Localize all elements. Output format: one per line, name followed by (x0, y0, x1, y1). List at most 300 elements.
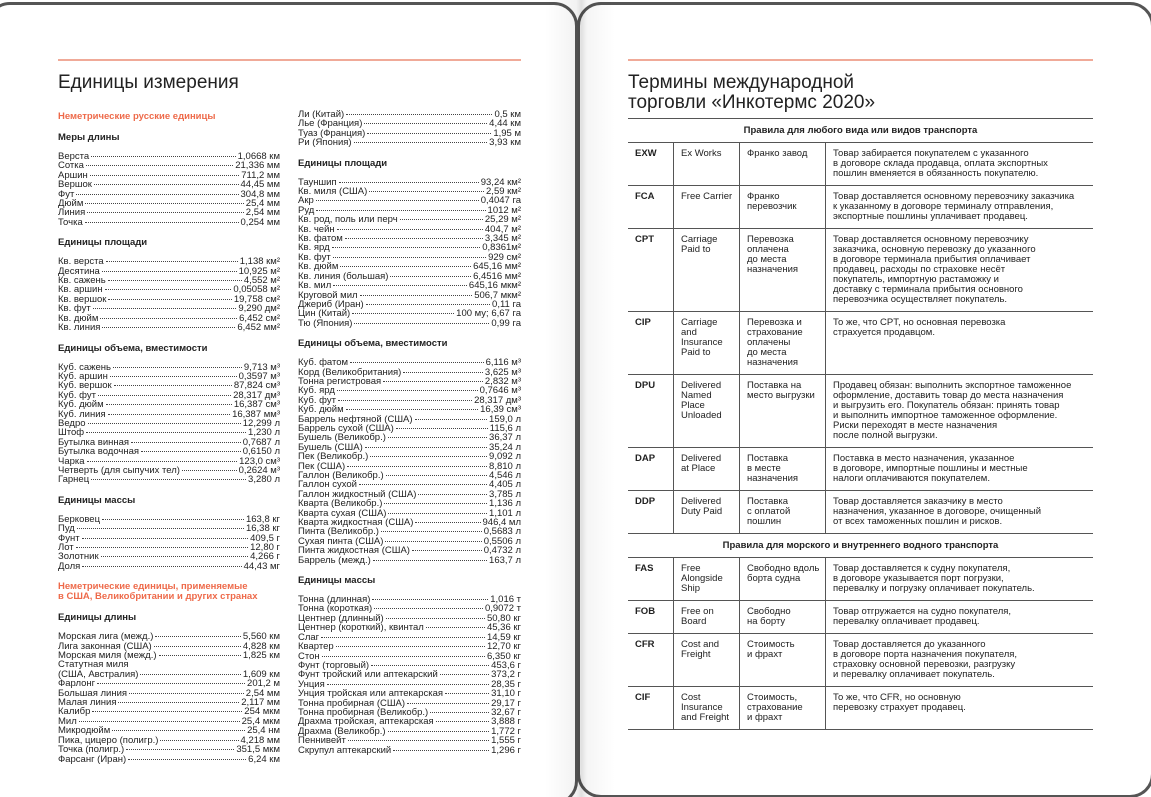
incoterm-russian-name: Свободно на борту (739, 601, 825, 633)
dot-leader (352, 313, 454, 314)
unit-value: 1,825 км (242, 650, 280, 662)
unit-name: Бушель (Великобр.) (298, 432, 386, 444)
units-column-1 (58, 101, 280, 764)
dot-leader (337, 390, 478, 391)
unit-value: 0,5 км (494, 109, 521, 120)
dot-leader (316, 210, 485, 211)
incoterm-russian-name: Поставка с оплатой пошлин (739, 491, 825, 533)
unit-row (58, 419, 280, 428)
incoterm-russian-name: Поставка в месте назначения (739, 448, 825, 490)
unit-value: 1,138 км² (239, 256, 280, 268)
unit-row (58, 562, 280, 571)
incoterm-russian-name: Поставка на место выгрузки (739, 375, 825, 447)
incoterm-code: FAS (635, 563, 654, 574)
unit-name-continued: Статутная миля (58, 659, 129, 671)
unit-row (58, 534, 280, 543)
dot-leader (403, 372, 483, 373)
unit-name: Квартер (298, 641, 334, 653)
unit-name: Куб. линия (58, 408, 106, 420)
unit-value: 12,80 г (250, 542, 280, 553)
dot-leader (340, 266, 471, 267)
unit-value: 0,99 га (491, 317, 521, 329)
unit-value: 28,317 дм³ (474, 394, 521, 406)
incoterm-russian-name: Стоимость и фрахт (739, 634, 825, 686)
unit-value: 21,336 мм (235, 160, 280, 172)
dot-leader (86, 165, 233, 166)
dot-leader (365, 447, 487, 448)
dot-leader (87, 212, 244, 213)
dot-leader (393, 750, 489, 751)
dot-leader (430, 712, 489, 713)
unit-name: Куб. фатом (298, 357, 349, 369)
unit-name: Кв. ярд (298, 242, 330, 254)
unit-value: 453,6 г (491, 659, 521, 671)
unit-value: 6,116 м³ (485, 357, 521, 369)
unit-value: 2,54 мм (245, 207, 280, 219)
unit-name: (США, Австралия) (58, 668, 139, 680)
unit-row (58, 218, 280, 227)
dot-leader (93, 308, 237, 309)
unit-name: Корд (Великобритания) (298, 366, 402, 378)
unit-name: Галлон сухой (298, 479, 357, 491)
unit-name: Драхма (Великобр.) (298, 725, 386, 737)
unit-name: Аршин (58, 169, 88, 181)
incoterm-description: Поставка в место назначения, указанное в договоре, импортные пошлины и местные налоги оплачиваются покупателем. (825, 448, 1093, 490)
unit-name: Ведро (58, 417, 86, 429)
incoterm-description: Товар доставляется заказчику в место назначения, указанное в договоре, очищенный от всех таможенных пошлин и рисков. (825, 491, 1093, 533)
unit-name: Унция тройская или аптекарская (298, 688, 444, 700)
unit-value: 0,6150 л (242, 446, 280, 458)
unit-name: Доля (58, 560, 81, 572)
incoterm-code: DAP (635, 453, 656, 464)
unit-value: 404,7 м² (484, 223, 521, 235)
incoterm-row (628, 634, 1093, 687)
dot-leader (77, 528, 244, 529)
unit-value: 4,552 м² (243, 275, 280, 287)
unit-name: Точка (полигр.) (58, 744, 125, 756)
unit-name: Чарка (58, 455, 85, 467)
unit-name: Точка (58, 216, 83, 228)
dot-leader (436, 721, 489, 722)
incoterm-code: EXW (635, 148, 657, 159)
unit-value: 4,405 л (489, 479, 521, 491)
unit-value: 711,2 мм (241, 169, 280, 181)
incoterm-english-name: Cost Insurance and Freight (673, 687, 739, 729)
unit-value: 1,016 т (490, 594, 521, 606)
unit-value: 3,93 км (489, 137, 521, 149)
unit-value: 0,8361м² (482, 242, 521, 254)
unit-name: Тонна (короткая) (298, 603, 373, 615)
unit-name: Куб. фут (298, 394, 336, 406)
unit-value: 351,5 мкм (236, 744, 280, 756)
unit-value: 4,546 л (489, 470, 521, 481)
incoterm-english-name: Free Alongside Ship (673, 558, 739, 600)
dot-leader (415, 522, 480, 523)
subsection-heading: Единицы объема, вместимости (298, 338, 448, 350)
dot-leader (106, 404, 232, 405)
dot-leader (346, 409, 479, 410)
unit-value: 87,824 см³ (233, 380, 280, 392)
unit-name: Тонна регистровая (298, 375, 382, 387)
unit-value: 163,7 л (489, 554, 521, 566)
unit-value: 6,350 кг (486, 650, 521, 662)
unit-value: 9,092 л (489, 451, 521, 463)
dot-leader (407, 703, 489, 704)
unit-row (58, 323, 280, 332)
unit-value: 0,7687 л (242, 436, 280, 448)
dot-leader (385, 541, 481, 542)
dot-leader (131, 442, 241, 443)
dot-leader (91, 479, 246, 480)
unit-value: 0,05058 м² (233, 284, 280, 296)
unit-name: Калибр (58, 706, 91, 718)
unit-name: Кв. фут (58, 303, 91, 315)
incoterm-row (628, 143, 1093, 186)
dot-leader (339, 182, 479, 183)
unit-row (298, 556, 521, 565)
incoterm-english-name: Delivered at Place (673, 448, 739, 490)
dot-leader (97, 683, 245, 684)
unit-value: 1,95 м (493, 127, 521, 139)
unit-row (58, 475, 280, 484)
unit-name: Пинта (Великобр.) (298, 526, 379, 538)
incoterm-description: Товар отгружается на судно покупателя, перевалку оплачивает продавец. (825, 601, 1093, 633)
unit-value: 19,758 см² (233, 293, 280, 305)
unit-row (298, 746, 521, 755)
incoterm-russian-name: Перевозка оплачена до места назначения (739, 229, 825, 311)
unit-value: 3,785 л (489, 488, 521, 500)
unit-value: 45,36 кг (486, 622, 521, 634)
unit-value: 645,16 мкм² (468, 280, 521, 292)
incoterm-english-name: Carriage and Insurance Paid to (673, 312, 739, 374)
dot-leader (388, 437, 487, 438)
unit-value: 409,5 г (250, 532, 280, 544)
dot-leader (412, 550, 482, 551)
unit-value: 4,266 г (250, 551, 280, 563)
dot-leader (371, 665, 489, 666)
right-header-rule (628, 59, 1093, 61)
unit-value: 25,4 мкм (241, 715, 280, 727)
incoterm-code: FOB (635, 606, 656, 617)
dot-leader (440, 674, 489, 675)
unit-name: Куб. ярд (298, 385, 335, 397)
dot-leader (82, 566, 241, 567)
unit-value: 10,925 м² (238, 265, 280, 277)
unit-name: Золотник (58, 551, 99, 563)
subsection-heading: Единицы площади (58, 237, 148, 249)
dot-leader (322, 656, 485, 657)
dot-leader (79, 721, 240, 722)
unit-value: 0,254 мм (240, 216, 280, 228)
table-section-caption: Правила для любого вида или видов транспорта (628, 118, 1093, 143)
dot-leader (76, 547, 248, 548)
unit-name: Кв. линия (большая) (298, 270, 389, 282)
unit-name: Тю (Япония) (298, 317, 353, 329)
unit-name: Пек (Великобр.) (298, 451, 369, 463)
unit-value: 4,218 мм (240, 734, 280, 746)
dot-leader (90, 175, 239, 176)
dot-leader (426, 627, 485, 628)
unit-name: Тонна пробирная (Великобр.) (298, 706, 429, 718)
unit-value: 14,59 кг (486, 631, 521, 643)
incoterm-row (628, 375, 1093, 448)
unit-value: 201,2 м (247, 678, 280, 690)
unit-name: Лье (Франция) (298, 118, 363, 130)
unit-value: 1,609 км (242, 668, 280, 680)
unit-name: Верста (58, 151, 90, 162)
unit-name: Галлон жидкостный (США) (298, 488, 417, 500)
incoterm-description: То же, что CPT, но основная перевозка страхуется продавцом. (825, 312, 1093, 374)
dot-leader (445, 693, 489, 694)
unit-name: Кв. сажень (58, 275, 106, 287)
unit-value: 0,7646 м³ (479, 385, 521, 397)
unit-name: Пек (США) (298, 460, 346, 472)
unit-name: Унция (298, 678, 325, 690)
unit-value: 6,452 мм² (237, 322, 280, 334)
dot-leader (333, 285, 467, 286)
dot-leader (106, 261, 238, 262)
unit-name: Морская миля (межд.) (58, 650, 157, 662)
unit-name: Кв. вершок (58, 293, 107, 305)
incoterm-row (628, 229, 1093, 312)
unit-name: Куб. аршин (58, 370, 108, 382)
unit-value: 0,4732 л (483, 545, 521, 557)
dot-leader (359, 484, 487, 485)
unit-name: Круговой мил (298, 289, 358, 301)
unit-name: Кв. чейн (298, 223, 335, 235)
incoterm-row (628, 448, 1093, 491)
unit-value: 3,625 м³ (484, 366, 521, 378)
table-section-caption: Правила для морского и внутреннего водного транспорта (628, 534, 1093, 558)
incoterm-english-name: Delivered Named Place Unloaded (673, 375, 739, 447)
unit-name: Гарнец (58, 474, 90, 486)
unit-name: Вершок (58, 179, 92, 191)
unit-name: Ри (Япония) (298, 137, 352, 149)
unit-name: Баррель сухой (США) (298, 422, 394, 434)
dot-leader (88, 423, 241, 424)
unit-value: 31,10 г (491, 688, 521, 700)
unit-name: Бушель (США) (298, 441, 363, 453)
dot-leader (108, 280, 242, 281)
dot-leader (76, 194, 238, 195)
dot-leader (87, 461, 238, 462)
dot-leader (347, 466, 487, 467)
incoterm-code: CIF (635, 692, 651, 703)
unit-value: 16,38 кг (245, 523, 280, 535)
unit-value: 32,67 г (491, 706, 521, 718)
unit-row (58, 466, 280, 475)
unit-value: 8,810 л (489, 460, 521, 472)
unit-name: Галлон (Великобр.) (298, 470, 384, 481)
unit-value: 25,4 мм (245, 198, 280, 210)
unit-name: Центнер (длинный) (298, 612, 384, 624)
unit-name: Пеннивейт (298, 735, 346, 747)
unit-value: 25,29 м² (484, 214, 521, 226)
unit-name: Кв. фатом (298, 233, 343, 245)
unit-value: 0,9072 т (484, 603, 521, 615)
dot-leader (112, 730, 245, 731)
section-heading: Неметрические русские единицы (58, 111, 216, 122)
dot-leader (360, 295, 473, 296)
incoterm-code: DDP (635, 496, 656, 507)
unit-value: 0,11 га (492, 298, 521, 310)
incoterm-row (628, 312, 1093, 375)
incoterm-description: Товар забирается покупателем с указанного в договоре склада продавца, оплата экспортных пошлин вменяется в обязанность покупателю. (825, 143, 1093, 185)
unit-name: Ли (Китай) (298, 109, 345, 120)
subsection-heading: Единицы площади (298, 157, 388, 169)
unit-value: 4,828 км (242, 640, 280, 652)
unit-name: Сотка (58, 160, 84, 172)
unit-name: Микродюйм (58, 725, 111, 737)
incoterm-row (628, 186, 1093, 229)
unit-name: Бутылка винная (58, 436, 130, 448)
unit-row (298, 319, 521, 328)
subsection-heading: Единицы объема, вместимости (58, 342, 208, 354)
unit-value: 100 му; 6,67 га (456, 308, 521, 320)
unit-value: 2,117 мм (241, 697, 280, 709)
unit-name: Кв. миля (США) (298, 186, 368, 198)
unit-value: 16,387 мм³ (232, 408, 280, 420)
unit-value: 3,280 л (248, 474, 280, 486)
unit-name: Куб. дюйм (58, 399, 104, 411)
unit-value: 4,44 км (489, 118, 521, 130)
unit-name: Малая линия (58, 697, 117, 709)
dot-leader (91, 156, 235, 157)
unit-name: Фарсанг (Иран) (58, 753, 127, 765)
unit-value: 50,80 кг (486, 612, 521, 624)
dot-leader (140, 674, 240, 675)
unit-value: 16,39 см³ (480, 404, 521, 416)
dot-leader (354, 142, 488, 143)
unit-name: Акр (298, 195, 314, 207)
incoterm-code: CFR (635, 639, 655, 650)
unit-value: 28,35 г (491, 678, 521, 690)
unit-name: Кв. линия (58, 322, 101, 334)
unit-name: Пуд (58, 523, 75, 535)
unit-value: 645,16 мм² (473, 261, 521, 273)
dot-leader (102, 519, 244, 520)
unit-value: 9,290 дм² (238, 303, 280, 315)
dot-leader (160, 740, 238, 741)
unit-name: Куб. вершок (58, 380, 112, 392)
incoterm-code: CPT (635, 234, 654, 245)
unit-name: Мил (58, 715, 77, 727)
dot-leader (367, 133, 491, 134)
unit-value: 6,24 км (248, 753, 280, 765)
incoterm-english-name: Free Carrier (673, 186, 739, 228)
unit-value: 36,37 л (489, 432, 521, 444)
dot-leader (82, 538, 249, 539)
unit-value: 1,101 л (489, 507, 521, 519)
dot-leader (350, 362, 484, 363)
dot-leader (346, 114, 492, 115)
dot-leader (337, 229, 483, 230)
unit-name: Куб. фут (58, 389, 96, 401)
dot-leader (381, 531, 482, 532)
dot-leader (388, 513, 487, 514)
incoterm-russian-name: Франко завод (739, 143, 825, 185)
incoterm-description: Товар доставляется основному перевозчику заказчика к указанному в договоре терминалу отправления, экспортные пошлины уплачивает продавец. (825, 186, 1093, 228)
unit-name: Пика, цицеро (полигр.) (58, 734, 159, 746)
dot-leader (126, 749, 234, 750)
dot-leader (128, 759, 246, 760)
unit-name: Руд (298, 204, 315, 216)
dot-leader (108, 414, 230, 415)
unit-name: Кварта (Великобр.) (298, 498, 383, 510)
dot-leader (400, 219, 483, 220)
section-heading: Неметрические единицы, применяемые в США, Великобритании и других странах (58, 581, 258, 603)
dot-leader (345, 238, 483, 239)
dot-leader (372, 599, 488, 600)
unit-name: Кварта сухая (США) (298, 507, 387, 519)
unit-value: 254 мкм (244, 706, 280, 718)
unit-value: 12,299 л (242, 417, 280, 429)
unit-value: 506,7 мкм² (474, 289, 521, 301)
unit-name: Баррель (межд.) (298, 554, 371, 566)
unit-value: 0,5683 л (483, 526, 521, 538)
incoterm-row (628, 687, 1093, 730)
incoterm-code: DPU (635, 380, 656, 391)
dot-leader (386, 618, 485, 619)
dot-leader (113, 367, 242, 368)
incoterm-description: Товар доставляется до указанного в договоре порта назначения покупателя, страховку основной перевозки, разгрузку и перевалку оплачивает покупатель. (825, 634, 1093, 686)
dot-leader (92, 711, 242, 712)
dot-leader (388, 731, 490, 732)
incoterm-russian-name: Свободно вдоль борта судна (739, 558, 825, 600)
unit-value: 12,70 кг (486, 641, 521, 653)
incoterms-table (628, 118, 1093, 730)
unit-name: Фунт (торговый) (298, 659, 370, 671)
units-column-2 (298, 110, 521, 755)
dot-leader (129, 693, 244, 694)
subsection-heading: Меры длины (58, 132, 120, 143)
unit-value: 115,6 л (489, 422, 521, 434)
incoterm-english-name: Cost and Freight (673, 634, 739, 686)
incoterm-english-name: Ex Works (673, 143, 739, 185)
dot-leader (390, 276, 471, 277)
dot-leader (333, 257, 486, 258)
dot-leader (348, 740, 489, 741)
incoterm-russian-name: Стоимость, страхование и фрахт (739, 687, 825, 729)
unit-value: 1,296 г (491, 744, 521, 756)
unit-name: Скрупул аптекарский (298, 744, 392, 756)
unit-value: 1,136 л (489, 498, 521, 510)
incoterm-description: Товар доставляется к судну покупателя, в договоре указывается порт погрузки, перевалку и погрузку оплачивает покупатель. (825, 558, 1093, 600)
dot-leader (159, 655, 241, 656)
unit-name: Кв. мил (298, 280, 332, 292)
unit-name: Пинта жидкостная (США) (298, 545, 410, 557)
incoterm-code: CIP (635, 317, 651, 328)
incoterm-row (628, 601, 1093, 634)
dot-leader (141, 451, 241, 452)
unit-name: Тонна (длинная) (298, 594, 371, 606)
unit-name: Четверть (для сыпучих тел) (58, 464, 180, 476)
dot-leader (105, 289, 232, 290)
unit-value: 159,0 л (489, 413, 521, 425)
units-page-title: Единицы измерения (58, 72, 239, 93)
unit-value: 2,59 км² (486, 186, 521, 198)
unit-name: Десятина (58, 265, 100, 277)
dot-leader (98, 395, 231, 396)
unit-value: 1,772 г (491, 725, 521, 737)
incoterm-description: То же, что CFR, но основную перевозку страхует продавец. (825, 687, 1093, 729)
unit-value: 1,0668 км (237, 151, 280, 162)
unit-name: Лига законная (США) (58, 640, 152, 652)
subsection-heading: Единицы длины (58, 612, 137, 624)
dot-leader (327, 684, 489, 685)
dot-leader (100, 318, 237, 319)
unit-value: 1,230 л (248, 427, 280, 439)
